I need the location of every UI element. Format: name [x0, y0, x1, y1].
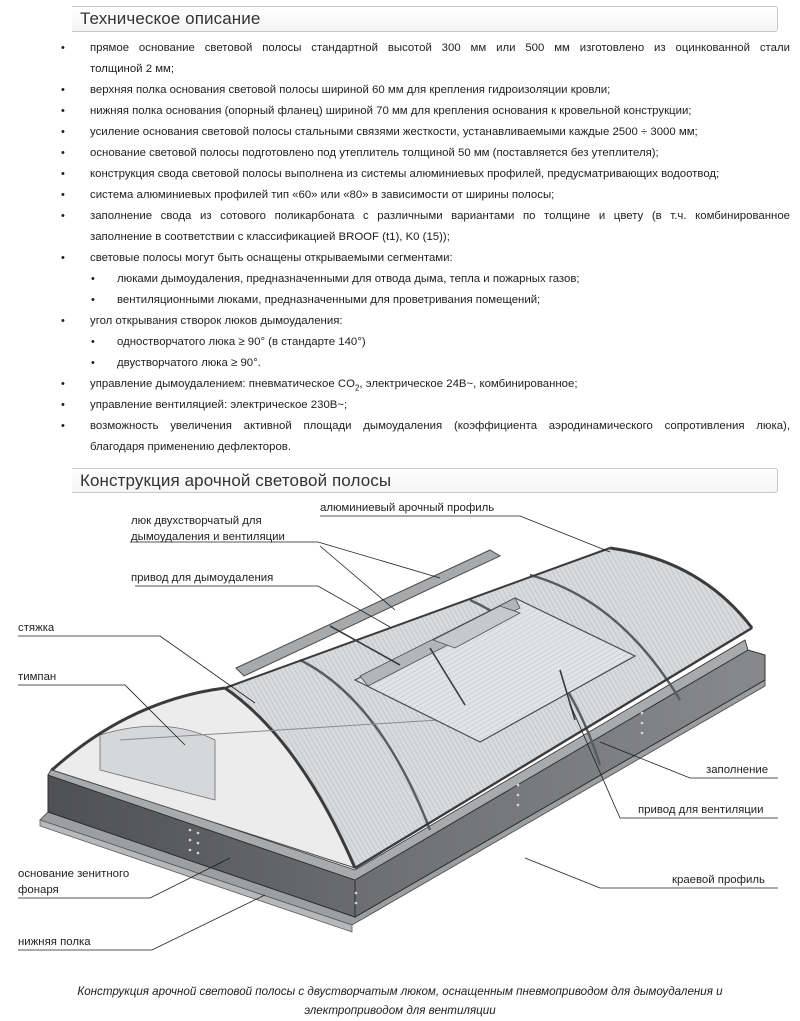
list-item-text: благодаря применению дефлекторов. [90, 441, 292, 453]
list-item-text: управление дымоудалением: пневматическое CO [90, 378, 355, 390]
bullet: • [61, 420, 65, 432]
list-item-text: двустворчатого люка ≥ 90°. [117, 357, 261, 369]
list-item-text: , электрическое 24В~, комбинированное; [359, 378, 578, 390]
callout-vent-drive: привод для вентиляции [638, 804, 764, 816]
list-item-text: одностворчатого люка ≥ 90° (в стандарте 140°) [117, 336, 366, 348]
list-item [61, 101, 692, 122]
list-subitem [91, 332, 366, 353]
bullet: • [61, 315, 65, 327]
list-item-text: толщиной 2 мм; [90, 63, 175, 75]
list-item-text: основание световой полосы подготовлено под утеплитель толщиной 50 мм (поставляется без утеплителя); [90, 147, 659, 159]
bullet: • [61, 252, 65, 264]
bullet: • [91, 336, 95, 348]
caption-line: Конструкция арочной световой полосы с двустворчатым люком, оснащенным пневмоприводом для дымоудаления и [77, 985, 723, 998]
list-item [61, 143, 659, 164]
list-item-text: система алюминиевых профилей тип «60» или «80» в зависимости от ширины полосы; [90, 189, 555, 201]
list-item-text: конструкция свода световой полосы выполнена из системы алюминиевых профилей, предусматривающих водоотвод; [90, 168, 720, 180]
bullet: • [91, 294, 95, 306]
list-subitem [91, 353, 261, 374]
callout-base-line2: фонаря [18, 884, 59, 896]
bullet: • [61, 84, 65, 96]
section-title: Конструкция арочной световой полосы [80, 471, 392, 490]
bullet: • [61, 168, 65, 180]
callout-edge-profile: краевой профиль [672, 874, 765, 886]
callout-smoke-drive: привод для дымоудаления [131, 572, 274, 584]
list-item-text: возможность увеличения активной площади дымоудаления (коэффициента аэродинамического сопротивления люка), [90, 420, 790, 432]
list-item-text: световые полосы могут быть оснащены открываемыми сегментами: [90, 252, 453, 264]
list-item-text: нижняя полка основания (опорный фланец) шириной 70 мм для крепления основания к кровельной конструкции; [90, 105, 692, 117]
list-item [61, 38, 790, 80]
list-item [61, 395, 348, 416]
caption-line: электроприводом для вентиляции [304, 1004, 496, 1017]
bullet: • [61, 189, 65, 201]
list-item-text: управление вентиляцией: электрическое 230В~; [90, 399, 348, 411]
bullet: • [61, 378, 65, 390]
callout-tie: стяжка [18, 622, 55, 634]
list-item-text: люками дымоудаления, предназначенными для отвода дыма, тепла и пожарных газов; [117, 273, 580, 285]
list-item-text: прямое основание световой полосы стандартной высотой 300 мм или 500 мм изготовлено из оцинкованной стали [90, 42, 790, 54]
list-item-text: верхняя полка основания световой полосы шириной 60 мм для крепления гидроизоляции кровли; [90, 84, 611, 96]
callout-hatch-line1: люк двухстворчатый для [131, 515, 262, 527]
list-item-text: заполнение в соответствии с классификацией BROOF (t1), K0 (15)); [90, 231, 450, 243]
callout-hatch-line2: дымоудаления и вентиляции [131, 531, 285, 543]
callout-tympanum: тимпан [18, 671, 57, 683]
list-subitem [91, 290, 541, 311]
list-item-text: вентиляционными люками, предназначенными для проветривания помещений; [117, 294, 541, 306]
bullet: • [61, 42, 65, 54]
callout-filling: заполнение [706, 764, 769, 776]
callout-base-line1: основание зенитного [18, 868, 130, 880]
list-subitem [91, 269, 580, 290]
list-item-text: угол открывания створок люков дымоудаления: [90, 315, 343, 327]
list-item [61, 206, 790, 248]
section-title: Техническое описание [80, 9, 261, 28]
bullet: • [61, 210, 65, 222]
list-item [61, 80, 611, 101]
section-header-technical-description [72, 6, 778, 32]
list-item [61, 164, 720, 185]
list-item [61, 248, 453, 269]
list-item-text: усиление основания световой полосы стальными связями жесткости, устанавливаемыми каждые 2500 ÷ 3000 мм; [90, 126, 698, 138]
bullet: • [61, 105, 65, 117]
list-item [61, 185, 555, 206]
bullet: • [61, 147, 65, 159]
bullet: • [91, 357, 95, 369]
bullet: • [61, 126, 65, 138]
list-item-text: заполнение свода из сотового поликарбоната с различными вариантами по толщине и цвету (в т.ч. комбинированное [90, 210, 790, 222]
skylight-diagram [0, 495, 800, 975]
callout-bottom-flange: нижняя полка [18, 936, 91, 948]
section-header-construction [72, 468, 778, 493]
bullet: • [91, 273, 95, 285]
subscript: 2 [354, 383, 360, 393]
bullet: • [61, 399, 65, 411]
list-item [61, 122, 698, 143]
list-item [61, 416, 790, 458]
figure-caption [20, 982, 780, 1020]
callout-aluminum-profile: алюминиевый арочный профиль [320, 502, 495, 514]
list-item [61, 311, 343, 332]
